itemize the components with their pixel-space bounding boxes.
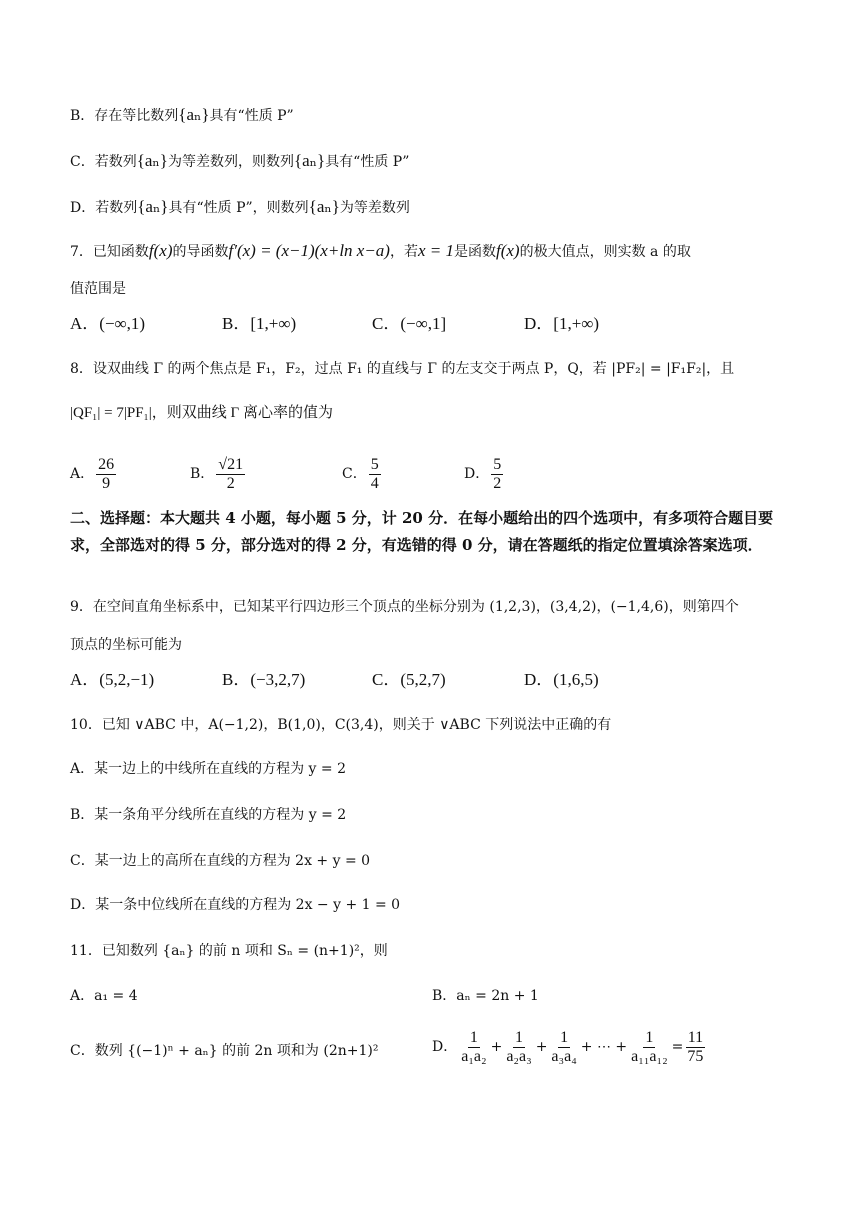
q9-stem-line1: 9．在空间直角坐标系中，已知某平行四边形三个顶点的坐标分别为 (1,2,3)，(3,4,2)，(−1,4,6)，则第四个 [70, 599, 739, 615]
q7-option-a: A．(−∞,1) [70, 314, 146, 333]
q8-option-c: C． $\frac{5}{4}$ [342, 455, 379, 492]
q8-stem-line2: |QF₁| = 7|PF₁|，则双曲线 Γ 离心率的值为 [70, 405, 333, 421]
q7-option-b: B．[1,+∞) [222, 314, 297, 333]
seq-symbol: {aₙ} [293, 151, 326, 170]
q10-stem: 10．已知 ∨ABC 中，A(−1,2)，B(1,0)，C(3,4)，则关于 ∨ABC 下列说法中正确的有 [70, 717, 612, 733]
q8-options [70, 452, 810, 498]
fraction: $\frac{1}{\text{a₁a₂}}$ [461, 1028, 487, 1065]
q6-option-b: B．存在等比数列{aₙ}具有“性质 P” [70, 105, 294, 124]
fraction: $\frac{11}{75}$ [687, 1028, 704, 1065]
func-derivative: f′(x) = (x−1)(x+ln x−a) [228, 241, 390, 260]
q11-option-a: A．a₁ = 4 [70, 988, 138, 1004]
seq-symbol: {aₙ} [137, 197, 169, 216]
q11-option-b: B．aₙ = 2n + 1 [432, 988, 539, 1004]
fraction: $\frac{1}{\text{a₁₁a₁₂}}$ [631, 1028, 668, 1065]
q11-option-d: D． $\frac{1}{\text{a₁a₂}}$ + $\frac{1}{\text{a₂a₃}}$ + $\frac{1}{\text{a₃a₄}}$ + ⋯ + $\frac{1}{\text{a₁₁a₁₂}}$ = $\frac{11}{75}$ [432, 1028, 704, 1065]
q9-options [70, 660, 810, 700]
q11-stem: 11．已知数列 {aₙ} 的前 n 项和 Sₙ = (n+1)²，则 [70, 943, 388, 959]
q8-option-d: D． $\frac{5}{2}$ [464, 455, 502, 492]
q9-option-c: C．(5,2,7) [372, 670, 446, 689]
q11-option-c: C．数列 {(−1)ⁿ + aₙ} 的前 2n 项和为 (2n+1)² [70, 1043, 379, 1059]
q9-option-b: B．(−3,2,7) [222, 670, 306, 689]
fraction: $\frac{5}{4}$ [370, 455, 379, 492]
fraction: $\frac{√21}{2}$ [218, 455, 244, 492]
q9-stem-line2: 顶点的坐标可能为 [70, 637, 182, 653]
q9-option-a: A．(5,2,−1) [70, 670, 155, 689]
fraction: $\frac{5}{2}$ [493, 455, 502, 492]
fraction: $\frac{1}{\text{a₂a₃}}$ [506, 1028, 532, 1065]
fraction: $\frac{26}{9}$ [98, 455, 115, 492]
func-f: f(x) [496, 241, 520, 260]
q10-option-b: B．某一条角平分线所在直线的方程为 y = 2 [70, 807, 347, 823]
seq-symbol: {aₙ} [178, 105, 210, 124]
seq-symbol: {aₙ} [136, 151, 168, 170]
q10-option-d: D．某一条中位线所在直线的方程为 2x − y + 1 = 0 [70, 897, 401, 913]
q8-option-a: A． $\frac{26}{9}$ [70, 455, 115, 492]
q6-option-c: C．若数列{aₙ}为等差数列，则数列{aₙ}具有“性质 P” [70, 151, 410, 170]
fraction: $\frac{1}{\text{a₃a₄}}$ [551, 1028, 577, 1065]
q10-option-c: C．某一边上的高所在直线的方程为 2x + y = 0 [70, 853, 371, 869]
q7-options [70, 304, 810, 344]
q10-option-a: A．某一边上的中线所在直线的方程为 y = 2 [70, 761, 347, 777]
q8-stem-line1: 8．设双曲线 Γ 的两个焦点是 F₁，F₂，过点 F₁ 的直线与 Γ 的左支交于两点 P，Q，若 |PF₂| = |F₁F₂|，且 [70, 361, 735, 377]
q7-option-d: D．[1,+∞) [524, 314, 600, 333]
q6-option-d: D．若数列{aₙ}具有“性质 P”，则数列{aₙ}为等差数列 [70, 197, 410, 216]
q7-stem-line2: 值范围是 [70, 281, 126, 297]
section-heading: 二、选择题：本大题共 4 小题，每小题 5 分，计 20 分．在每小题给出的四个选项中，有多项符合题目要求，全部选对的得 5 分，部分选对的得 2 分，有选错的得 0 分，请在答题纸的指定位置填涂答案选项． [70, 509, 774, 554]
x-equals-1: x = 1 [417, 241, 454, 260]
seq-symbol: {aₙ} [308, 197, 340, 216]
q8-option-b: B． $\frac{√21}{2}$ [190, 455, 244, 492]
q7-option-c: C．(−∞,1] [372, 314, 447, 333]
q9-option-d: D．(1,6,5) [524, 670, 599, 689]
func-f: f(x) [148, 241, 173, 260]
q7-stem-line1: 7．已知函数f(x)的导函数f′(x) = (x−1)(x+ln x−a)，若x = 1是函数f(x)的极大值点，则实数 a 的取 [70, 241, 691, 260]
